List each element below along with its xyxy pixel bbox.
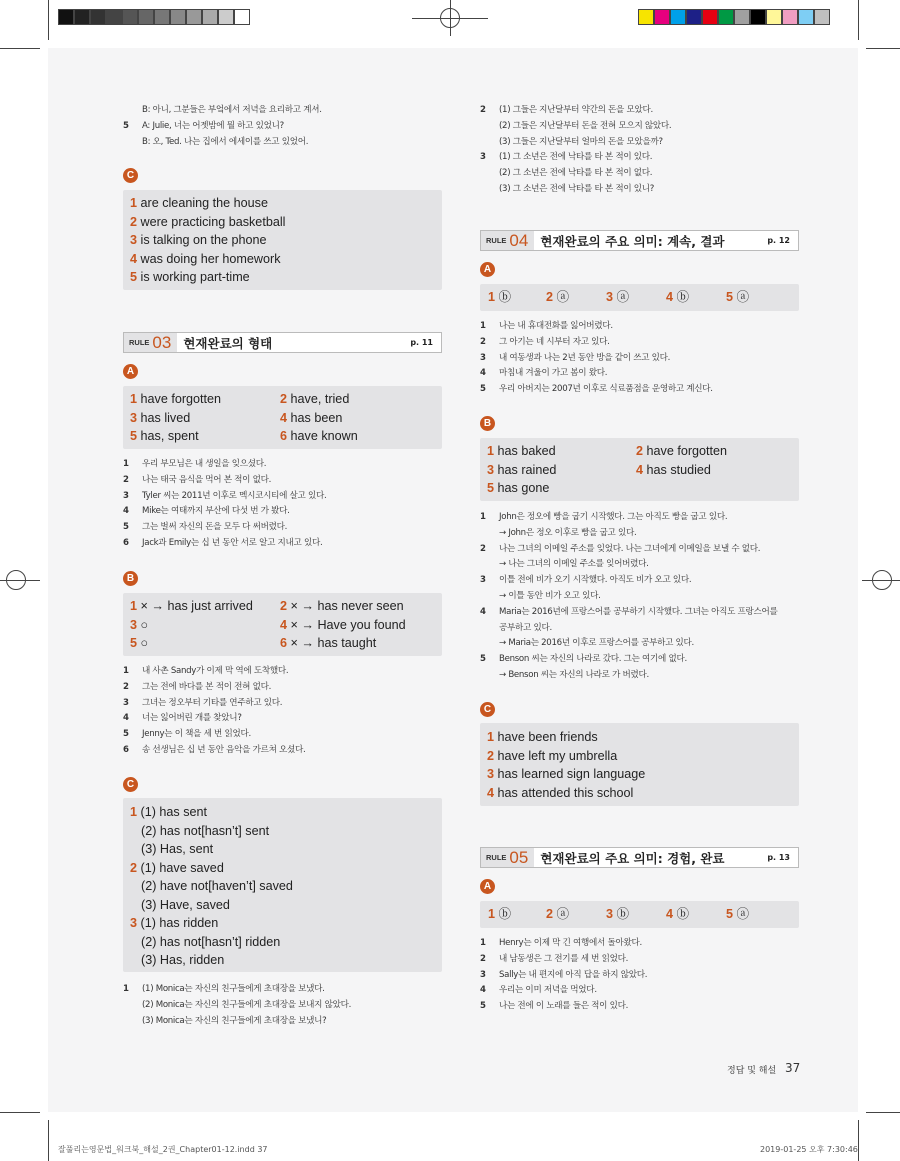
color-swatch	[814, 9, 830, 25]
rule-03-c-label: C	[123, 777, 138, 792]
rule-03-header: RULE 03 현재완료의 형태 p. 11	[123, 332, 442, 353]
rule-05-title: 현재완료의 주요 의미: 경험, 완료	[540, 850, 725, 866]
color-swatch	[718, 9, 734, 25]
color-swatch	[138, 9, 154, 25]
section-c-label: C	[123, 168, 138, 183]
color-swatch	[74, 9, 90, 25]
color-swatch	[90, 9, 106, 25]
crop-mark	[862, 580, 900, 581]
crop-mark	[858, 0, 859, 40]
color-swatch	[686, 9, 702, 25]
rule-04-a-label: A	[480, 262, 495, 277]
rule-03-a-answer-box: 1 have forgotten 3 has lived 5 has, spent 2 have, tried 4 has been 6 have known	[123, 386, 442, 449]
grayscale-swatch-bar	[58, 9, 250, 29]
rule-03-b-translations: 1 내 사촌 Sandy가 이제 막 역에 도착했다. 2 그는 전에 바다를 본 적이 전혀 없다. 3 그녀는 정오부터 기타를 연주하고 있다. 4 너는 잃어버린 개를 찾았니? 5 Jenny는 이 책을 세 번 읽었다. 6 송 선생님은 십 년 동안 음악을 가르쳐 오셨다.	[123, 666, 306, 755]
color-swatch	[766, 9, 782, 25]
rule-03-page-ref: p. 11	[410, 338, 433, 347]
rule-03-b-label: B	[123, 571, 138, 586]
color-swatch	[122, 9, 138, 25]
color-swatch	[702, 9, 718, 25]
color-swatch	[170, 9, 186, 25]
rule-03-c-answer-box: 1 (1) has sent (2) has not[hasn’t] sent (3) Has, sent 2 (1) have saved (2) have not[haven’t] saved (3) Have, saved 3 (1) has ridden (2) has not[hasn’t] ridden (3) Has, ridden	[123, 798, 442, 972]
page-number: 37	[785, 1061, 801, 1075]
rule-03-c-translations: 1 (1) Monica는 자신의 친구들에게 초대장을 보냈다. (2) Monica는 자신의 친구들에게 초대장을 보내지 않았다. (3) Monica는 자신의 친구들에게 초대장을 보냈니?	[123, 984, 352, 1026]
color-swatch	[154, 9, 170, 25]
crop-mark	[0, 48, 40, 49]
crop-mark	[866, 1112, 900, 1113]
print-file-name: 잘풀리는영문법_워크북_해설_2권_Chapter01-12.indd 37	[58, 1145, 268, 1154]
color-swatch	[202, 9, 218, 25]
color-swatch	[58, 9, 74, 25]
rule-05-a-translations: 1 Henry는 이제 막 긴 여행에서 돌아왔다. 2 내 남동생은 그 전기를 세 번 읽었다. 3 Sally는 내 편지에 아직 답을 하지 않았다. 4 우리는 이미 저녁을 먹었다. 5 나는 전에 이 노래를 들은 적이 있다.	[480, 938, 648, 1012]
rule-04-page-ref: p. 12	[767, 236, 790, 245]
crop-mark	[48, 0, 49, 40]
crop-mark	[866, 48, 900, 49]
color-swatch	[218, 9, 234, 25]
rule-04-c-answer-box: 1 have been friends 2 have left my umbrella 3 has learned sign language 4 has attended this school	[480, 723, 799, 806]
color-swatch	[638, 9, 654, 25]
footer-section-label: 정답 및 해설	[727, 1066, 777, 1076]
rule-03-title: 현재완료의 형태	[183, 335, 273, 351]
rule-04-header: RULE 04 현재완료의 주요 의미: 계속, 결과 p. 12	[480, 230, 799, 251]
rule-04-b-label: B	[480, 416, 495, 431]
color-swatch	[734, 9, 750, 25]
color-swatch	[186, 9, 202, 25]
rule-05-page-ref: p. 13	[767, 853, 790, 862]
rule-04-b-answer-box: 1 has baked 3 has rained 5 has gone 2 have forgotten 4 has studied	[480, 438, 799, 501]
rule-03-a-translations: 1 우리 부모님은 내 생일을 잊으셨다. 2 나는 태국 음식을 먹어 본 적이 없다. 3 Tyler 씨는 2011년 이후로 멕시코시티에 살고 있다. 4 Mike는 여태까지 부산에 다섯 번 가 봤다. 5 그는 벌써 자신의 돈을 모두 다 써버렸다. 6 Jack과 Emily는 십 년 동안 서로 알고 지내고 있다.	[123, 459, 327, 548]
rule-03-b-answer-box: 1 × → has just arrived 3 ○ 5 ○ 2 × → has never seen 4 × → Have you found 6 × → has taught	[123, 593, 442, 656]
rule-05-a-label: A	[480, 879, 495, 894]
top-left-dialogue: B: 아니, 그분들은 부엌에서 저녁을 요리하고 계셔. 5 A: Julie, 너는 어젯밤에 뭘 하고 있었니? B: 오, Ted. 나는 집에서 에세이를 쓰고 있었어.	[123, 105, 322, 147]
rule-04-b-translations: 1 John은 정오에 빵을 굽기 시작했다. 그는 아직도 빵을 굽고 있다. → John은 정오 이후로 빵을 굽고 있다. 2 나는 그녀의 이메일 주소를 잊었다. 나는 그녀에게 이메일을 보낼 수 없다. → 나는 그녀의 이메일 주소를 잊어버렸다. 3 이틀 전에 비가 오기 시작했다. 아직도 비가 오고 있다. → 이틀 동안 비가 오고 있다. 4 Maria는 2016년에 프랑스어를 공부하기 시작했다. 그녀는 아직도 프랑스어를 공부하고 있다. → Maria는 2016년 이후로 프랑스어를 공부하고 있다. 5 Benson 씨는 자신의 나라로 갔다. 그는 여기에 없다. → Benson 씨는 자신의 나라로 가 버렸다.	[480, 512, 778, 680]
crop-mark	[0, 1112, 40, 1113]
color-swatch	[798, 9, 814, 25]
rule-04-title: 현재완료의 주요 의미: 계속, 결과	[540, 233, 725, 249]
section-c-answer-box: 1 are cleaning the house 2 were practicing basketball 3 is talking on the phone 4 was doing her homework 5 is working part-time	[123, 190, 442, 290]
rule-04-c-label: C	[480, 702, 495, 717]
right-intro-translations: 2 (1) 그들은 지난달부터 약간의 돈을 모았다. (2) 그들은 지난달부터 돈을 전혀 모으지 않았다. (3) 그들은 지난달부터 얼마의 돈을 모았을까? 3 (1) 그 소년은 전에 낙타를 타 본 적이 있다. (2) 그 소년은 전에 낙타를 타 본 적이 없다. (3) 그 소년은 전에 낙타를 타 본 적이 있니?	[480, 105, 672, 194]
color-swatch	[750, 9, 766, 25]
color-swatch	[654, 9, 670, 25]
crop-mark	[858, 1120, 859, 1161]
rule-05-header: RULE 05 현재완료의 주요 의미: 경험, 완료 p. 13	[480, 847, 799, 868]
rule-04-a-translations: 1 나는 내 휴대전화를 잃어버렸다. 2 그 아기는 네 시부터 자고 있다. 3 내 여동생과 나는 2년 동안 방을 같이 쓰고 있다. 4 마침내 겨울이 가고 봄이 왔다. 5 우리 아버지는 2007년 이후로 식료품점을 운영하고 계신다.	[480, 321, 713, 395]
color-swatch	[782, 9, 798, 25]
crop-mark	[48, 1120, 49, 1161]
rule-05-a-answer-box: 1 ⓑ 2 ⓐ 3 ⓑ 4 ⓑ 5 ⓐ	[480, 901, 799, 928]
rule-04-a-answer-box: 1 ⓑ 2 ⓐ 3 ⓐ 4 ⓑ 5 ⓐ	[480, 284, 799, 311]
color-swatch	[234, 9, 250, 25]
color-swatch-bar	[638, 9, 830, 29]
crop-mark	[0, 580, 40, 581]
color-swatch	[106, 9, 122, 25]
crop-mark	[412, 18, 488, 19]
color-swatch	[670, 9, 686, 25]
rule-03-a-label: A	[123, 364, 138, 379]
print-timestamp: 2019-01-25 오후 7:30:46	[760, 1145, 858, 1154]
